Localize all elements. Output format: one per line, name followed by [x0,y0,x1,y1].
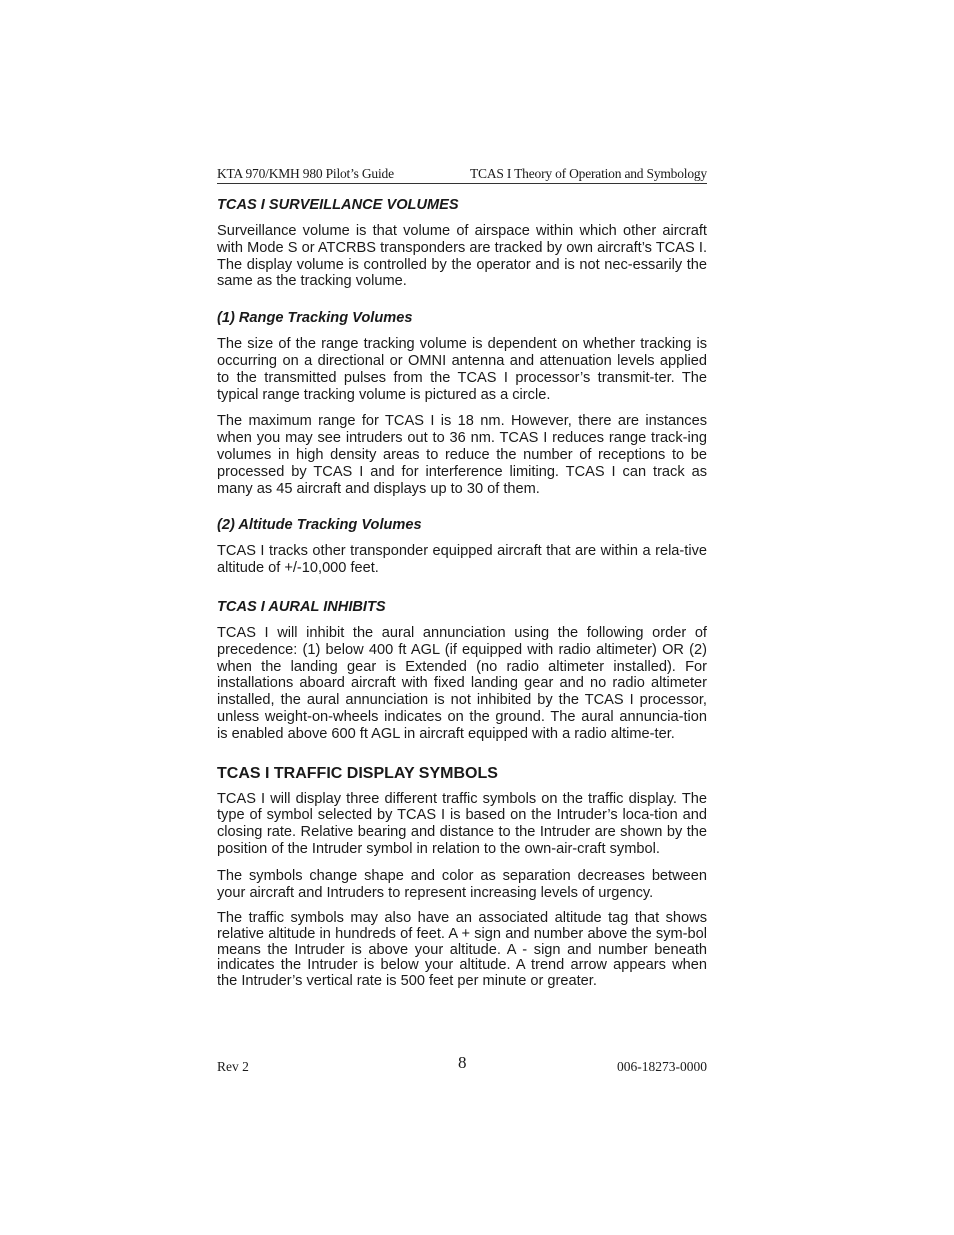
document-page [217,165,707,989]
paragraph-aural: TCAS I will inhibit the aural annunciation using the following order of precedence: (1) below 400 ft AGL (if equipped with radio altimeter) OR (2) when the landing gear is Extended (no radio altimeter installed). For installations aboard aircraft with fixed landing gear and no radio altimeter installed, the aural annunciation is not inhibited by the TCAS I processor, unless weight-on-wheels indicates on the ground. The aural annuncia-tion is enabled above 600 ft AGL in aircraft equipped with a radio altime-ter. [217,624,707,742]
header-chapter-title: TCAS I Theory of Operation and Symbology [470,166,707,181]
heading-altitude-tracking: (2) Altitude Tracking Volumes [217,517,422,534]
page-number: 8 [458,1053,467,1072]
paragraph-surveillance: Surveillance volume is that volume of airspace within which other aircraft with Mode S or ATCRBS transponders are tracked by own aircraft’s TCAS I. The display volume is controlled by the operator and is not nec-essarily the same as the tracking volume. [217,223,707,290]
header-guide-title: KTA 970/KMH 980 Pilot’s Guide [217,166,394,181]
paragraph-traffic-3: The traffic symbols may also have an associated altitude tag that shows relative altitude in hundreds of feet. A + sign and number above the sym-bol means the Intruder is above your altitude. A - sign and number beneath indicates the Intruder is below your altitude. A trend arrow appears when the Intruder’s vertical rate is 500 feet per minute or greater. [217,910,707,989]
heading-range-tracking: (1) Range Tracking Volumes [217,310,413,327]
paragraph-traffic-2: The symbols change shape and color as separation decreases between your aircraft and Intruders to represent increasing levels of urgency. [217,867,707,901]
heading-traffic-symbols: TCAS I TRAFFIC DISPLAY SYMBOLS [217,764,498,782]
paragraph-range-2: The maximum range for TCAS I is 18 nm. However, there are instances when you may see intruders out to 36 nm. TCAS I reduces range track-ing volumes in high density areas to reduce the number of receptions to be processed by TCAS I and for interference limiting. TCAS I can track as many as 45 aircraft and displays up to 30 of them. [217,413,707,497]
page-footer [217,1053,707,1077]
revision-label: Rev 2 [217,1059,249,1074]
paragraph-altitude: TCAS I tracks other transponder equipped aircraft that are within a rela-tive altitude of +/-10,000 feet. [217,543,707,577]
paragraph-traffic-1: TCAS I will display three different traffic symbols on the traffic display. The type of symbol selected by TCAS I is based on the Intruder’s loca-tion and closing rate. Relative bearing and distance to the Intruder are shown by the position of the Intruder symbol in relation to the own-air-craft symbol. [217,790,707,857]
page-content [217,196,707,989]
running-header [217,165,707,184]
heading-surveillance-volumes: TCAS I SURVEILLANCE VOLUMES [217,197,459,213]
paragraph-range-1: The size of the range tracking volume is dependent on whether tracking is occurring on a directional or OMNI antenna and attenuation levels applied to the transmitted pulses from the TCAS I processor’s transmit-ter. The typical range tracking volume is pictured as a circle. [217,336,707,403]
document-number: 006-18273-0000 [617,1059,707,1074]
heading-aural-inhibits: TCAS I AURAL INHIBITS [217,598,386,615]
